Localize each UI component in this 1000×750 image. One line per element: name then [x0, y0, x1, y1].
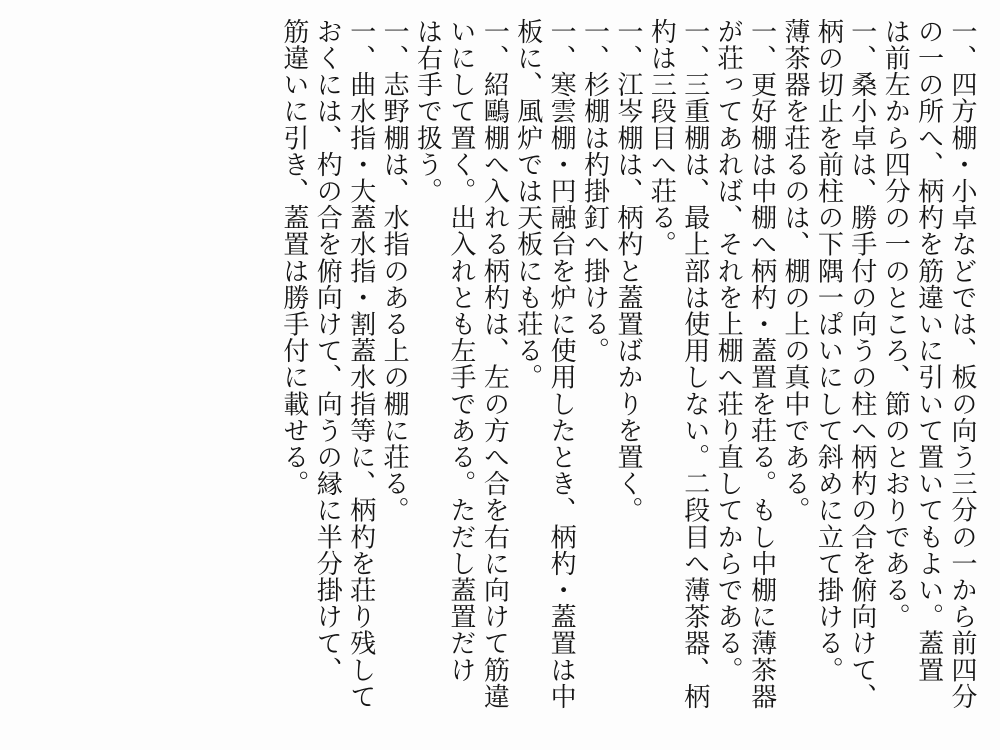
text-line-11: 一、江岑棚は、柄杓と蓋置ばかりを置く。: [612, 18, 643, 524]
text-line-3: は前左から四分の一のところ、節のとおりである。: [880, 18, 911, 630]
vertical-text-block: [276, 18, 978, 732]
text-line-1: 一、四方棚・小卓などでは、板の向う三分の一から前四分: [947, 18, 977, 710]
text-line-17: は右手で扱う。: [412, 18, 443, 205]
text-line-4: 一、桑小卓は、勝手付の向うの柱へ柄杓の合を俯向けて、: [846, 18, 877, 710]
text-line-7: 一、更好棚は中棚へ柄杓・蓋置を荘る。もし中棚に薄茶器: [746, 18, 777, 710]
text-line-2: の一の所へ、柄杓を筋違いに引いて置いてもよい。蓋置: [913, 18, 944, 683]
text-line-9: 一、三重棚は、最上部は使用しない。二段目へ薄茶器、柄: [679, 18, 710, 710]
text-line-12: 一、杉棚は杓掛釘へ掛ける。: [579, 18, 610, 364]
text-line-15: 一、紹鷗棚へ入れる柄杓は、左の方へ合を右に向けて筋違: [479, 18, 510, 710]
text-line-8: が荘ってあれば、それを上棚へ荘り直してからである。: [713, 18, 744, 683]
text-line-6: 薄茶器を荘るのは、棚の上の真中である。: [779, 18, 810, 524]
text-line-10: 杓は三段目へ荘る。: [646, 18, 677, 258]
text-line-5: 柄の切止を前柱の下隅一ぱいにして斜めに立て掛ける。: [813, 18, 844, 683]
text-line-18: 一、志野棚は、水指のある上の棚に荘る。: [379, 18, 410, 524]
text-line-16: いにして置く。出入れとも左手である。ただし蓋置だけ: [445, 18, 476, 683]
text-line-13: 一、寒雲棚・円融台を炉に使用したとき、柄杓・蓋置は中: [546, 18, 577, 710]
text-line-21: 筋違いに引き、蓋置は勝手付に載せる。: [278, 18, 309, 497]
text-line-14: 板に、風炉では天板にも荘る。: [512, 18, 543, 391]
text-line-20: おくには、杓の合を俯向けて、向うの縁に半分掛けて、: [312, 18, 343, 683]
text-line-19: 一、曲水指・大蓋水指・割蓋水指等に、柄杓を荘り残して: [345, 18, 376, 710]
